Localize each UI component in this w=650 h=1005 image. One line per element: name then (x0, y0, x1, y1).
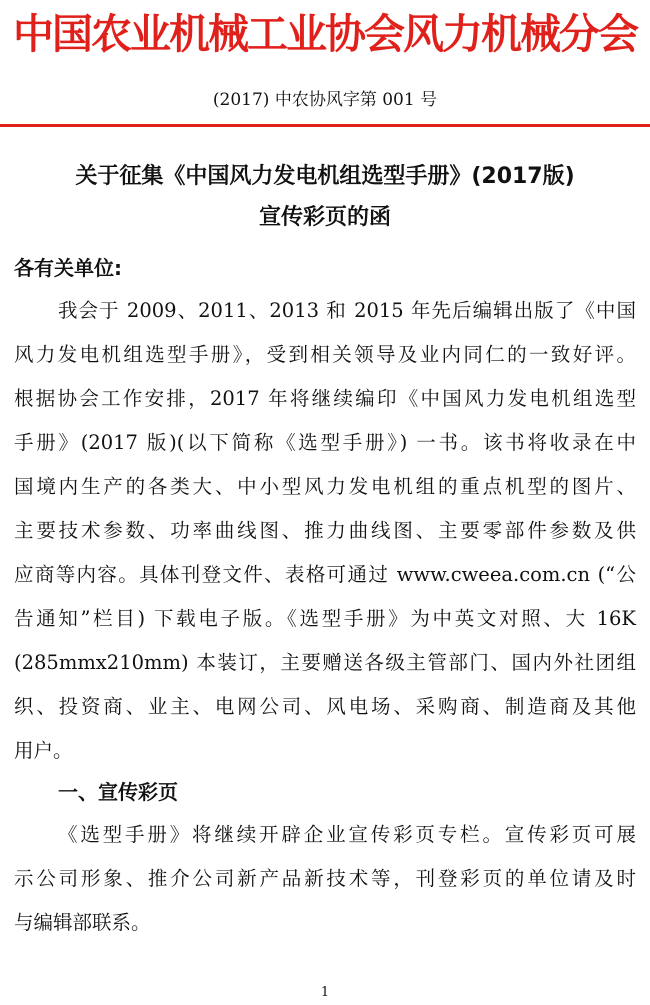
paragraph-1-line: 织、投资商、业主、电网公司、风电场、采购商、制造商及其他 (14, 695, 636, 718)
paragraph-1-line: 主要技术参数、功率曲线图、推力曲线图、主要零部件参数及供 (14, 519, 636, 542)
letterhead-divider (0, 124, 650, 127)
paragraph-1-line: (285mmx210mm) 本装订，主要赠送各级主管部门、国内外社团组 (14, 651, 636, 674)
paragraph-1-line: 应商等内容。具体刊登文件、表格可通过 www.cweea.com.cn (“公 (14, 563, 636, 586)
organization-letterhead: 中国农业机械工业协会风力机械分会 (13, 10, 637, 58)
paragraph-1-line: 我会于 2009、2011、2013 和 2015 年先后编辑出版了《中国 (58, 299, 636, 322)
salutation: 各有关单位: (14, 256, 122, 280)
paragraph-1-line: 告通知”栏目) 下载电子版。《选型手册》为中英文对照、大 16K (14, 607, 636, 630)
paragraph-2-line: 《选型手册》将继续开辟企业宣传彩页专栏。宣传彩页可展 (58, 823, 636, 846)
paragraph-1-line: 根据协会工作安排，2017 年将继续编印《中国风力发电机组选型 (14, 387, 636, 410)
letter-title-line-1: 关于征集《中国风力发电机组选型手册》(2017版) (75, 164, 575, 189)
paragraph-1-line: 国境内生产的各类大、中小型风力发电机组的重点机型的图片、 (14, 475, 636, 498)
letter-title-line-2: 宣传彩页的函 (258, 205, 391, 230)
page-number: 1 (320, 985, 330, 1000)
paragraph-2-line: 示公司形象、推介公司新产品新技术等，刊登彩页的单位请及时 (14, 867, 636, 890)
section-1-heading: 一、宣传彩页 (58, 780, 178, 804)
paragraph-1-line: 用户。 (14, 739, 73, 762)
paragraph-1-line: 手册》(2017 版)(以下简称《选型手册》) 一书。该书将收录在中 (14, 431, 636, 454)
paragraph-1-line: 风力发电机组选型手册》，受到相关领导及业内同仁的一致好评。 (14, 343, 636, 366)
paragraph-2-line: 与编辑部联系。 (14, 911, 151, 934)
document-number: (2017) 中农协风字第 001 号 (212, 90, 438, 110)
